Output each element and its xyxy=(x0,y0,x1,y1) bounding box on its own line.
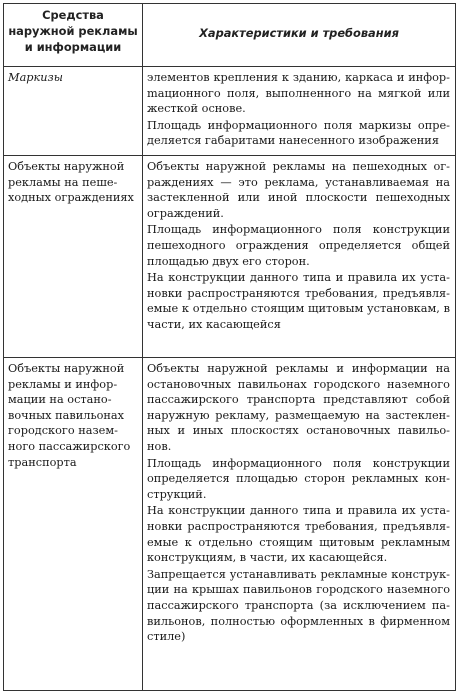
column-header-characteristics: Характеристики и требования xyxy=(143,4,456,67)
description-paragraph: Площадь информационного поля маркизы определяется габаритами нанесенного изображения xyxy=(147,118,450,148)
description-paragraph: Площадь информационного поля конструкции пешеходного ограждения определяется общей площадью двух его сторон. xyxy=(147,223,450,268)
description-paragraph: элементов крепления к зданию, каркаса и инфорmационного поля, выполненного на мягкой или жесткой основе. xyxy=(147,71,450,116)
description-paragraph: На конструкции данного типа и правила их установки распространяются требования, предъявляемые к отдельно стоящим щитовым установкам, в части, их касающейся xyxy=(147,271,450,331)
table-row xyxy=(4,156,456,358)
column-header-means-line: Средства xyxy=(42,8,104,22)
table-row xyxy=(4,358,456,691)
row-description-cell xyxy=(143,358,456,691)
table-header-row xyxy=(4,4,456,67)
row-description-cell xyxy=(143,156,456,358)
column-header-means-line: и информации xyxy=(24,40,122,54)
description-paragraph: Объекты наружной рекламы и информации на остановочных павильонах городского наземного пассажирского транспорта представляют собой наружную рекламу, размещаемую на застекленных и иных плоскостях остановочных павильонов. xyxy=(147,362,450,453)
column-header-means xyxy=(4,4,143,67)
row-name-cell: Маркизы xyxy=(4,67,143,156)
table-row xyxy=(4,67,456,156)
description-paragraph: Объекты наружной рекламы на пешеходных ограждениях — это реклама, устанавливаемая на застекленной или иной плоскости пешеходных ограждений. xyxy=(147,160,450,220)
description-paragraph: На конструкции данного типа и правила их установки распространяются требования, предъявляемые к отдельно стоящим щитовым рекламным конструкциям, в части, их касающейся. xyxy=(147,504,450,565)
row-name-cell: Объекты наружной рекламы на пешеходных ограждениях xyxy=(4,156,143,358)
description-paragraph: Площадь информационного поля конструкции определяется площадью сторон рекламных конструкций. xyxy=(147,456,450,501)
row-name-cell: Объекты наружной рекламы и информации на остановочных павильонах городского наземного пассажирского транспорта xyxy=(4,358,143,691)
requirements-table xyxy=(3,3,456,691)
description-paragraph: Запрещается устанавливать рекламные конструкции на крышах павильонов городского наземного пассажирского транспорта (за исключением павильонов, полностью оформленных в фирменном стиле) xyxy=(147,567,450,644)
row-description-cell xyxy=(143,67,456,156)
column-header-means-line: наружной рекламы xyxy=(8,24,138,38)
